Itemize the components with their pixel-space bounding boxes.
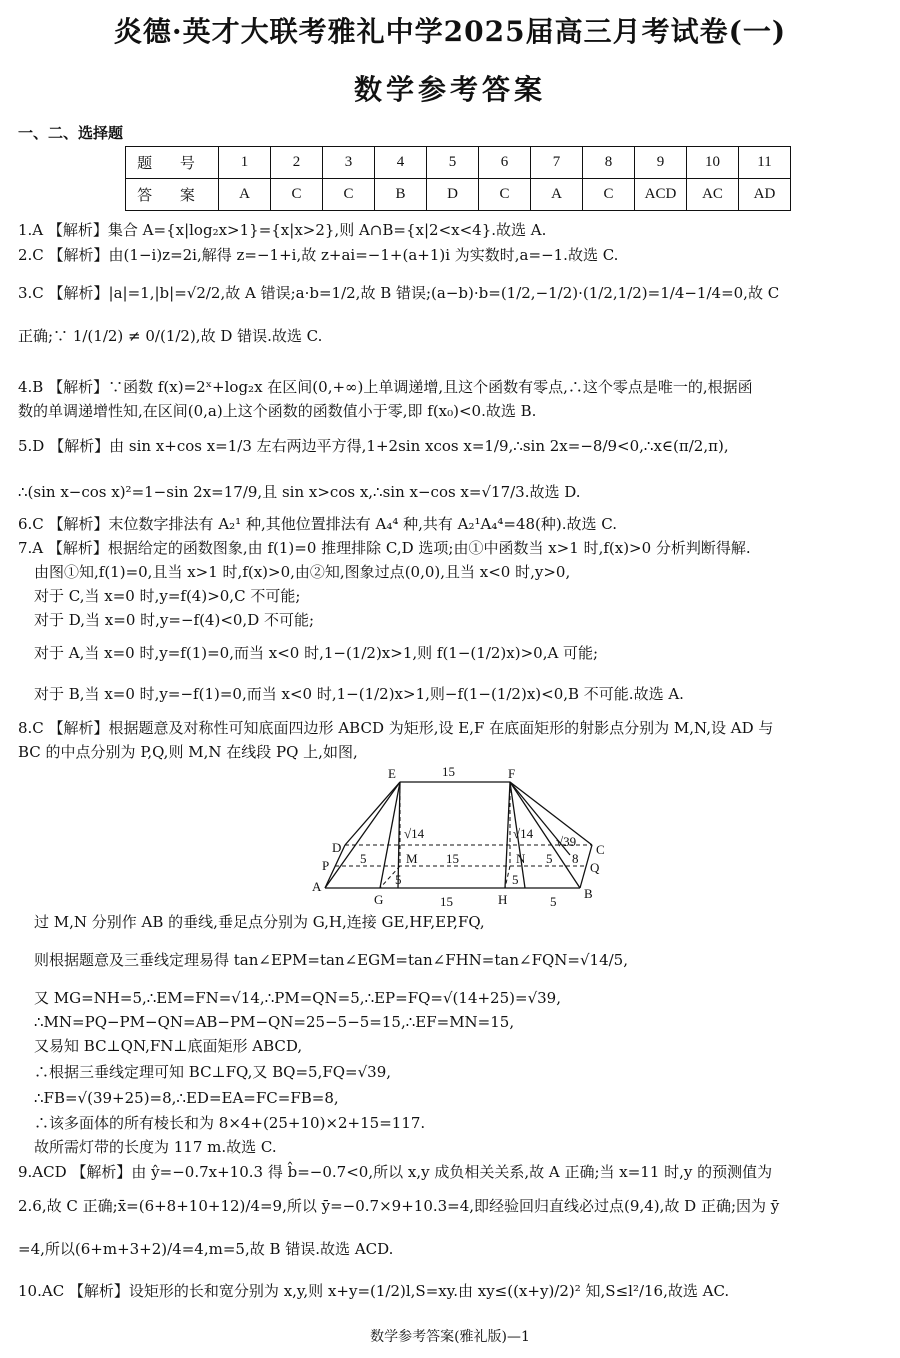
figure-label: M bbox=[406, 851, 418, 866]
figure-label: 15 bbox=[446, 851, 459, 866]
solution-line: 正确;∵ 1/(1/2) ≠ 0/(1/2),故 D 错误.故选 C. bbox=[18, 327, 323, 345]
solution-line: 5.D 【解析】由 sin x+cos x=1/3 左右两边平方得,1+2sin xcos x=1/9,∴sin 2x=−8/9<0,∴x∈(π/2,π), bbox=[18, 437, 729, 455]
figure-label: D bbox=[332, 840, 342, 855]
solution-line: BC 的中点分别为 P,Q,则 M,N 在线段 PQ 上,如图, bbox=[18, 743, 358, 761]
figure-label: 15 bbox=[442, 764, 455, 779]
solution-line: 1.A 【解析】集合 A={x|log₂x>1}={x|x>2},则 A∩B={x|2<x<4}.故选 A. bbox=[18, 221, 547, 239]
table-cell: 5 bbox=[427, 147, 479, 179]
row-label: 题 号 bbox=[126, 147, 219, 179]
solution-line: 10.AC 【解析】设矩形的长和宽分别为 x,y,则 x+y=(1/2)l,S=xy.由 xy≤((x+y)/2)² 知,S≤l²/16,故选 AC. bbox=[18, 1282, 730, 1300]
solution-line: 过 M,N 分别作 AB 的垂线,垂足点分别为 G,H,连接 GE,HF,EP,FQ, bbox=[34, 913, 485, 931]
table-cell: AC bbox=[687, 179, 739, 211]
solution-line: 由图①知,f(1)=0,且当 x>1 时,f(x)>0,由②知,图象过点(0,0),且当 x<0 时,y>0, bbox=[34, 563, 571, 581]
figure-label: F bbox=[508, 766, 516, 781]
solution-line: 7.A 【解析】根据给定的函数图象,由 f(1)=0 推理排除 C,D 选项;由①中函数当 x>1 时,f(x)>0 分析判断得解. bbox=[18, 539, 751, 557]
figure-label: E bbox=[388, 766, 396, 781]
solution-line: 6.C 【解析】末位数字排法有 A₂¹ 种,其他位置排法有 A₄⁴ 种,共有 A₂¹A₄⁴=48(种).故选 C. bbox=[18, 515, 617, 533]
table-cell: B bbox=[375, 179, 427, 211]
solution-line: 2.C 【解析】由(1−i)z=2i,解得 z=−1+i,故 z+ai=−1+(a+1)i 为实数时,a=−1.故选 C. bbox=[18, 246, 619, 264]
table-cell: 9 bbox=[635, 147, 687, 179]
solution-line: 9.ACD 【解析】由 ŷ=−0.7x+10.3 得 b̂=−0.7<0,所以 x,y 成负相关关系,故 A 正确;当 x=11 时,y 的预测值为 bbox=[18, 1163, 773, 1181]
figure-label: G bbox=[374, 892, 384, 907]
figure-label: C bbox=[596, 842, 605, 857]
solution-line: =4,所以(6+m+3+2)/4=4,m=5,故 B 错误.故选 ACD. bbox=[18, 1240, 394, 1258]
figure-label: 15 bbox=[440, 894, 453, 909]
answer-table bbox=[125, 146, 791, 211]
polyhedron-figure bbox=[300, 760, 630, 910]
solution-line: ∴MN=PQ−PM−QN=AB−PM−QN=25−5−5=15,∴EF=MN=15, bbox=[34, 1013, 515, 1031]
solution-line: ∴FB=√(39+25)=8,∴ED=EA=FC=FB=8, bbox=[34, 1089, 339, 1107]
table-cell: 6 bbox=[479, 147, 531, 179]
figure-label: 5 bbox=[395, 872, 402, 887]
figure-label: √39 bbox=[556, 834, 577, 849]
page-footer: 数学参考答案(雅礼版)—1 bbox=[370, 1329, 530, 1345]
solution-line: 数的单调递增性知,在区间(0,a)上这个函数的函数值小于零,即 f(x₀)<0.故选 B. bbox=[18, 402, 537, 420]
figure-label: 5 bbox=[546, 851, 553, 866]
solution-line: ∴根据三垂线定理可知 BC⊥FQ,又 BQ=5,FQ=√39, bbox=[34, 1063, 392, 1081]
answer-key-title: 数学参考答案 bbox=[353, 73, 546, 106]
figure-label: 5 bbox=[512, 872, 519, 887]
solution-line: 4.B 【解析】∵函数 f(x)=2ˣ+log₂x 在区间(0,+∞)上单调递增,且这个函数有零点,∴这个零点是唯一的,根据函 bbox=[18, 378, 753, 396]
exam-title: 炎德·英才大联考雅礼中学2025届高三月考试卷(一) bbox=[113, 15, 787, 48]
figure-label: Q bbox=[590, 860, 600, 875]
answer-row bbox=[126, 179, 791, 211]
table-cell: AD bbox=[739, 179, 791, 211]
figure-label: H bbox=[498, 892, 508, 907]
table-cell: 1 bbox=[219, 147, 271, 179]
solution-line: 对于 A,当 x=0 时,y=f(1)=0,而当 x<0 时,1−(1/2)x>1,则 f(1−(1/2)x)>0,A 可能; bbox=[34, 644, 599, 662]
solution-line: 2.6,故 C 正确;x̄=(6+8+10+12)/4=9,所以 ȳ=−0.7×9+10.3=4,即经验回归直线必过点(9,4),故 D 正确;因为 ȳ bbox=[18, 1197, 780, 1215]
figure-label: √14 bbox=[513, 826, 534, 841]
question-number-row bbox=[126, 147, 791, 179]
table-cell: 7 bbox=[531, 147, 583, 179]
table-cell: D bbox=[427, 179, 479, 211]
figure-label: B bbox=[584, 886, 593, 901]
solution-line: 故所需灯带的长度为 117 m.故选 C. bbox=[34, 1138, 277, 1156]
solution-line: 对于 B,当 x=0 时,y=−f(1)=0,而当 x<0 时,1−(1/2)x>1,则−f(1−(1/2)x)<0,B 不可能.故选 A. bbox=[34, 685, 684, 703]
table-cell: C bbox=[583, 179, 635, 211]
solution-line: 又易知 BC⊥QN,FN⊥底面矩形 ABCD, bbox=[34, 1037, 303, 1055]
solution-line: ∴该多面体的所有棱长和为 8×4+(25+10)×2+15=117. bbox=[34, 1114, 426, 1132]
row-label: 答 案 bbox=[126, 179, 219, 211]
figure-label: P bbox=[322, 858, 330, 873]
table-cell: A bbox=[219, 179, 271, 211]
solution-line: 对于 C,当 x=0 时,y=f(4)>0,C 不可能; bbox=[34, 587, 301, 605]
figure-label: √14 bbox=[404, 826, 425, 841]
table-cell: 4 bbox=[375, 147, 427, 179]
table-cell: A bbox=[531, 179, 583, 211]
table-cell: 3 bbox=[323, 147, 375, 179]
table-cell: 8 bbox=[583, 147, 635, 179]
solution-line: 又 MG=NH=5,∴EM=FN=√14,∴PM=QN=5,∴EP=FQ=√(14+25)=√39, bbox=[34, 989, 561, 1007]
table-cell: C bbox=[323, 179, 375, 211]
solution-line: 8.C 【解析】根据题意及对称性可知底面四边形 ABCD 为矩形,设 E,F 在底面矩形的射影点分别为 M,N,设 AD 与 bbox=[18, 719, 774, 737]
figure-label: 8 bbox=[572, 851, 579, 866]
solution-line: ∴(sin x−cos x)²=1−sin 2x=17/9,且 sin x>cos x,∴sin x−cos x=√17/3.故选 D. bbox=[18, 483, 581, 501]
figure-label: N bbox=[516, 851, 526, 866]
solution-line: 则根据题意及三垂线定理易得 tan∠EPM=tan∠EGM=tan∠FHN=tan∠FQN=√14/5, bbox=[34, 951, 628, 969]
solution-line: 3.C 【解析】|a|=1,|b|=√2/2,故 A 错误;a·b=1/2,故 B 错误;(a−b)·b=(1/2,−1/2)·(1/2,1/2)=1/4−1/4=0,故 C bbox=[18, 284, 780, 302]
table-cell: 11 bbox=[739, 147, 791, 179]
table-cell: ACD bbox=[635, 179, 687, 211]
figure-label: A bbox=[312, 879, 322, 894]
table-cell: 2 bbox=[271, 147, 323, 179]
table-cell: C bbox=[479, 179, 531, 211]
solution-line: 对于 D,当 x=0 时,y=−f(4)<0,D 不可能; bbox=[34, 611, 315, 629]
table-cell: 10 bbox=[687, 147, 739, 179]
section-heading: 一、二、选择题 bbox=[18, 124, 124, 142]
figure-label: 5 bbox=[550, 894, 557, 909]
table-cell: C bbox=[271, 179, 323, 211]
figure-label: 5 bbox=[360, 851, 367, 866]
